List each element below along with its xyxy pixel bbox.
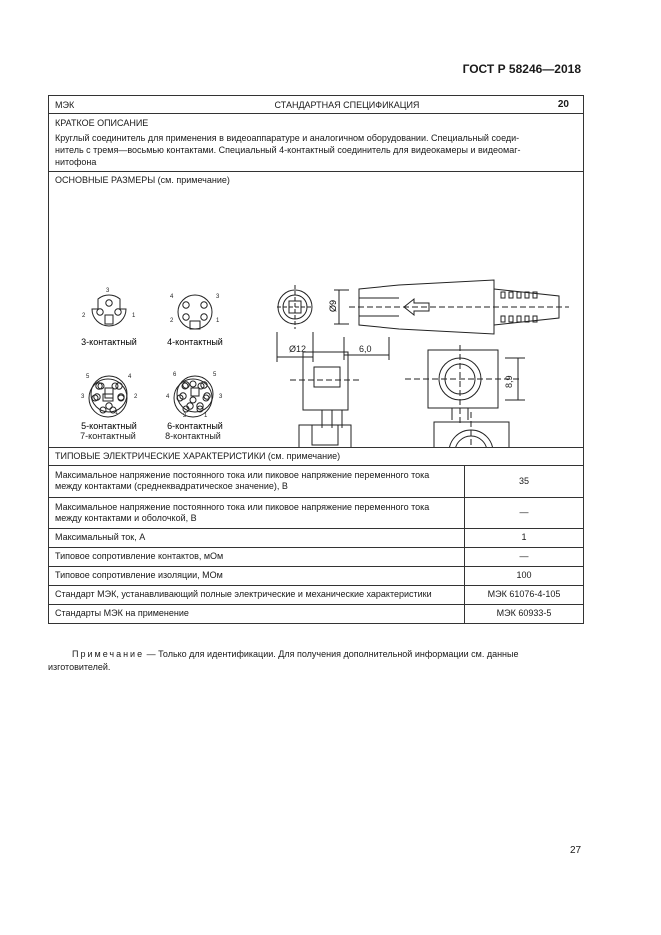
param-cell: Типовое сопротивление изоляции, МОм — [49, 566, 465, 585]
description-title: КРАТКОЕ ОПИСАНИЕ — [55, 118, 149, 128]
note-label: Примечание — [72, 649, 145, 659]
svg-text:5: 5 — [213, 372, 217, 378]
svg-text:2: 2 — [134, 394, 138, 400]
svg-text:6: 6 — [173, 372, 177, 378]
svg-text:4: 4 — [170, 294, 174, 300]
connector-label-8: 8-контактный — [165, 431, 221, 441]
dimensions-drawing — [49, 172, 583, 447]
dimensions-title: ОСНОВНЫЕ РАЗМЕРЫ (см. примечание) — [55, 175, 230, 185]
dim-6: 6,0 — [359, 344, 372, 354]
dimension-labels — [289, 344, 372, 354]
plug-side-drawing — [277, 280, 569, 447]
connector-label: 6-контактный — [167, 421, 223, 431]
svg-text:2: 2 — [82, 313, 86, 319]
svg-text:1: 1 — [132, 313, 136, 319]
value-cell: 35 — [465, 466, 584, 497]
param-cell: Максимальное напряжение постоянного тока или пиковое напряжение переменного тока между контактами и оболочкой, В — [49, 497, 465, 528]
connector-label-7: 7-контактный — [80, 431, 136, 441]
spec-title: СТАНДАРТНАЯ СПЕЦИФИКАЦИЯ — [274, 99, 420, 110]
svg-text:3: 3 — [81, 394, 85, 400]
connector-faces — [91, 295, 213, 412]
electrical-title: ТИПОВЫЕ ЭЛЕКТРИЧЕСКИЕ ХАРАКТЕРИСТИКИ (см. примечание) — [49, 448, 583, 466]
param-cell: Типовое сопротивление контактов, мОм — [49, 547, 465, 566]
value-cell: — — [465, 497, 584, 528]
value-cell: МЭК 60933-5 — [465, 604, 584, 623]
svg-text:1: 1 — [216, 318, 220, 324]
spec-frame — [48, 95, 584, 624]
standard-number: ГОСТ Р 58246—2018 — [462, 62, 581, 76]
page-number: 27 — [570, 845, 582, 856]
connector-label: 4-контактный — [167, 337, 223, 347]
description-section — [49, 114, 583, 172]
description-line-1: Круглый соединитель для применения в видеоаппаратуре и аналогичном оборудовании. Специальный соеди- — [55, 133, 520, 143]
param-cell: Максимальный ток, А — [49, 528, 465, 547]
dimensions-section — [49, 172, 583, 448]
param-cell: Стандарт МЭК, устанавливающий полные электрические и механические характеристики — [49, 585, 465, 604]
description-line-3: нитофона — [55, 157, 97, 167]
table-row — [49, 547, 583, 566]
note-text-1: — Только для идентификации. Для получения дополнительной информации см. данные — [144, 649, 519, 659]
value-cell: — — [465, 547, 584, 566]
connector-label: 5-контактный — [81, 421, 137, 431]
dim-d9: Ø9 — [328, 299, 338, 312]
note-text-2: изготовителей. — [48, 662, 111, 672]
spec-number: 20 — [557, 99, 569, 110]
svg-text:1: 1 — [115, 410, 119, 416]
description-line-2: нитель с тремя—восьмью контактами. Специальный 4-контактный соединитель для видеокамеры и видеомаг- — [55, 145, 521, 155]
svg-text:2: 2 — [170, 318, 174, 324]
value-cell: 1 — [465, 528, 584, 547]
value-cell: 100 — [465, 566, 584, 585]
svg-text:3: 3 — [219, 394, 223, 400]
svg-text:4: 4 — [166, 394, 170, 400]
table-row — [49, 528, 583, 547]
svg-text:4: 4 — [128, 374, 132, 380]
electrical-table — [49, 466, 583, 623]
svg-text:1: 1 — [204, 413, 208, 419]
connector-label: 3-контактный — [81, 337, 137, 347]
svg-text:5: 5 — [86, 374, 90, 380]
table-row — [49, 585, 583, 604]
table-row — [49, 466, 583, 497]
svg-text:3: 3 — [106, 288, 110, 294]
dim-d12: Ø12 — [289, 344, 307, 354]
spec-org: МЭК — [55, 99, 75, 110]
dim-89: 8,9 — [504, 375, 514, 388]
table-row — [49, 566, 583, 585]
note — [48, 648, 582, 674]
svg-text:3: 3 — [216, 294, 220, 300]
value-cell: МЭК 61076-4-105 — [465, 585, 584, 604]
svg-text:2: 2 — [183, 413, 187, 419]
spec-header — [49, 96, 583, 114]
param-cell: Стандарты МЭК на применение — [55, 608, 189, 619]
param-cell: Максимальное напряжение постоянного тока или пиковое напряжение переменного тока между контактами (среднеквадратическое значение), В — [49, 466, 465, 497]
table-row — [49, 604, 583, 623]
table-row — [49, 497, 583, 528]
